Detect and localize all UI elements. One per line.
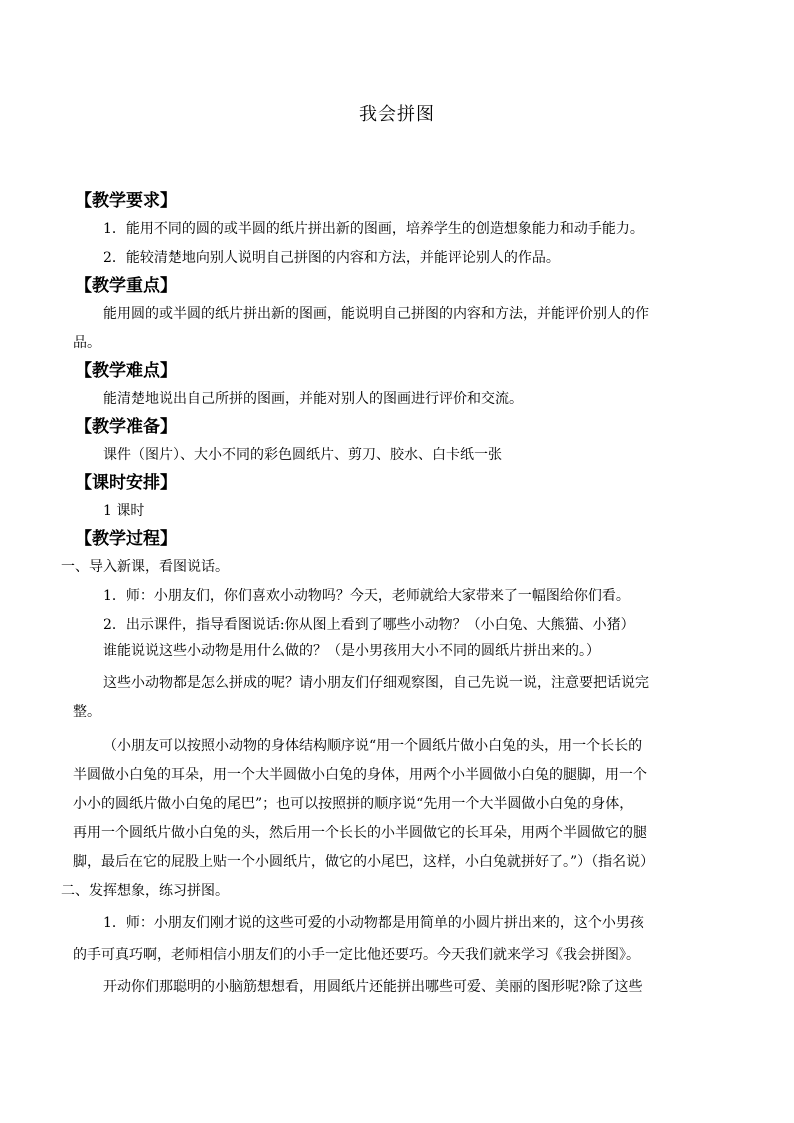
key-points-line: 品。 — [73, 335, 101, 351]
section-heading-difficulties: 【教学难点】 — [75, 361, 177, 381]
section-heading-key-points: 【教学重点】 — [75, 276, 177, 296]
section-heading-preparation: 【教学准备】 — [75, 417, 177, 437]
section-heading-requirements: 【教学要求】 — [75, 191, 177, 211]
process-paragraph-line: 脚，最后在它的屁股上贴一个小圆纸片，做它的小尾巴，这样，小白兔就拼好了。”）（指名说） — [73, 854, 655, 870]
process-paragraph-line: 整。 — [73, 704, 101, 720]
process-step-title: 二、发挥想象，练习拼图。 — [61, 883, 229, 899]
process-step-title: 一、导入新课，看图说话。 — [61, 559, 229, 575]
requirement-item: 2．能较清楚地向别人说明自己拼图的内容和方法，并能评论别人的作品。 — [103, 250, 560, 266]
document-title: 我会拼图 — [359, 104, 435, 125]
process-paragraph-line: 的手可真巧啊，老师相信小朋友们的小手一定比他还要巧。今天我们就来学习《我会拼图》。 — [73, 947, 640, 963]
process-paragraph-line: （小朋友可以按照小动物的身体结构顺序说“用一个圆纸片做小白兔的头，用一个长长的 — [103, 738, 643, 754]
process-paragraph-line: 半圆做小白兔的耳朵，用一个大半圆做小白兔的身体，用两个小半圆做小白兔的腿脚，用一个 — [73, 767, 647, 783]
key-points-line: 能用圆的或半圆的纸片拼出新的图画，能说明自己拼图的内容和方法，并能评价别人的作 — [103, 306, 649, 322]
process-paragraph-line: 开动你们那聪明的小脑筋想想看，用圆纸片还能拼出哪些可爱、美丽的图形呢?除了这些 — [103, 979, 643, 995]
process-item: 2．出示课件，指导看图说话:你从图上看到了哪些小动物？（小白兔、大熊猫、小猪） — [103, 617, 635, 633]
process-paragraph-line: 小小的圆纸片做小白兔的尾巴”；也可以按照拼的顺序说“先用一个大半圆做小白兔的身体， — [73, 796, 634, 812]
process-paragraph-line: 再用一个圆纸片做小白兔的头，然后用一个长长的小半圆做它的长耳朵，用两个半圆做它的腿 — [73, 825, 647, 841]
process-paragraph-line: 1．师：小朋友们刚才说的这些可爱的小动物都是用简单的小圆片拼出来的，这个小男孩 — [103, 915, 644, 931]
process-paragraph-line: 这些小动物都是怎么拼成的呢？请小朋友们仔细观察图，自己先说一说，注意要把话说完 — [103, 675, 649, 691]
process-item: 1．师：小朋友们，你们喜欢小动物吗？今天，老师就给大家带来了一幅图给你们看。 — [103, 588, 630, 604]
section-heading-schedule: 【课时安排】 — [75, 473, 177, 493]
schedule-text: 1 课时 — [103, 503, 145, 519]
requirement-item: 1．能用不同的圆的或半圆的纸片拼出新的图画，培养学生的创造想象能力和动手能力。 — [103, 221, 644, 237]
preparation-text: 课件（图片）、大小不同的彩色圆纸片、剪刀、胶水、白卡纸一张 — [103, 447, 502, 463]
difficulties-text: 能清楚地说出自己所拼的图画，并能对别人的图画进行评价和交流。 — [103, 391, 523, 407]
document-body — [61, 188, 723, 1002]
process-item: 谁能说说这些小动物是用什么做的？（是小男孩用大小不同的圆纸片拼出来的。） — [103, 643, 600, 659]
section-heading-process: 【教学过程】 — [75, 529, 177, 549]
